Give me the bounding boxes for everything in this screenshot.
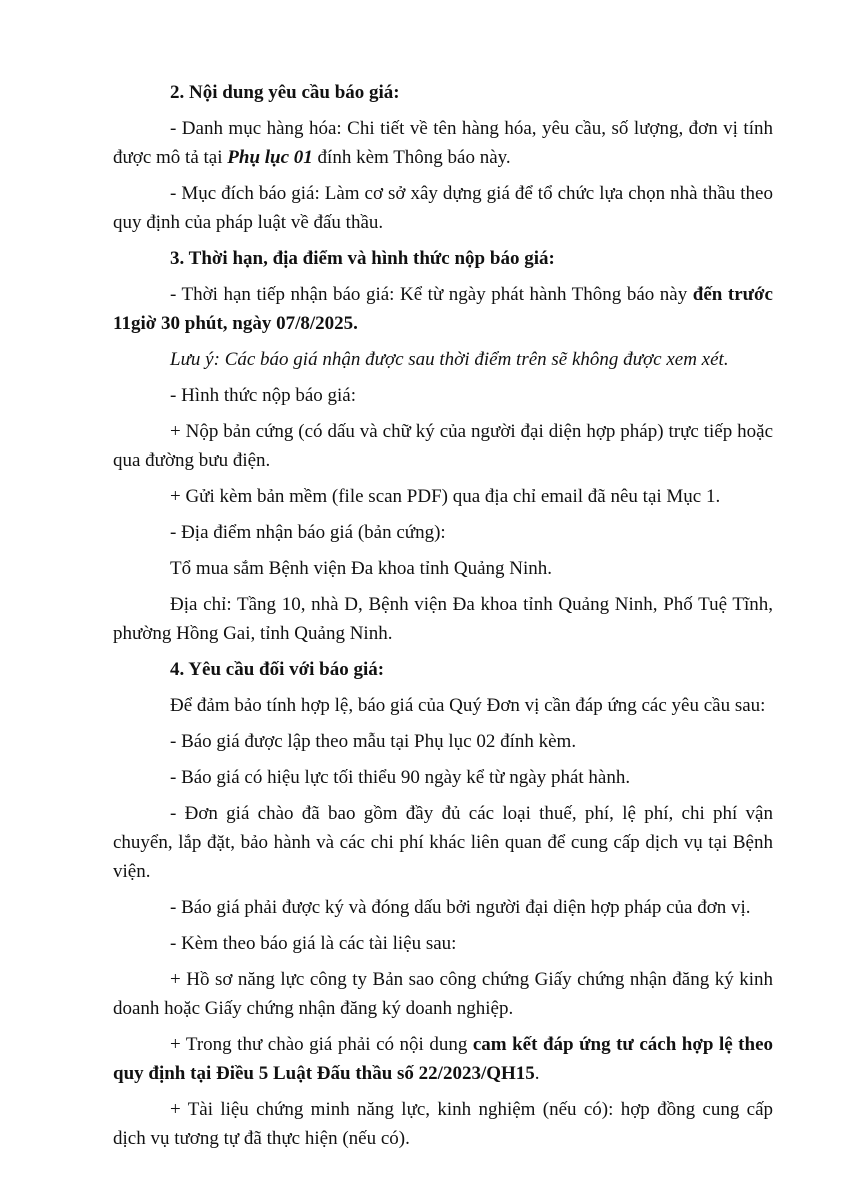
goods-list-text-end: đính kèm Thông báo này. — [312, 147, 511, 168]
section-2-heading: 2. Nội dung yêu cầu báo giá: — [170, 82, 400, 103]
section-4-unit-price: - Đơn giá chào đã bao gồm đầy đủ các loại thuế, phí, lệ phí, chi phí vận chuyển, lắp đặt, bảo hành và các chi phí khác liên quan để cung cấp dịch vụ tại Bệnh viện. — [113, 803, 773, 882]
section-4-intro: Để đảm bảo tính hợp lệ, báo giá của Quý Đơn vị cần đáp ứng các yêu cầu sau: — [170, 695, 766, 716]
deadline-date: đến trước 11giờ 30 phút, ngày 07/8/2025. — [113, 284, 773, 334]
section-4-experience: + Tài liệu chứng minh năng lực, kinh nghiệm (nếu có): hợp đồng cung cấp dịch vụ tương tự đã thực hiện (nếu có). — [113, 1099, 773, 1149]
section-4-heading: 4. Yêu cầu đối với báo giá: — [170, 659, 385, 680]
section-3-paragraph-deadline — [113, 280, 773, 338]
section-3-location-label: - Địa điểm nhận báo giá (bản cứng): — [170, 522, 446, 543]
section-3-soft-copy: + Gửi kèm bản mềm (file scan PDF) qua địa chỉ email đã nêu tại Mục 1. — [170, 486, 721, 507]
document-page — [113, 78, 773, 1160]
section-3-procurement-team: Tổ mua sắm Bệnh viện Đa khoa tỉnh Quảng Ninh. — [170, 558, 553, 579]
section-4-template: - Báo giá được lập theo mẫu tại Phụ lục 02 đính kèm. — [170, 731, 577, 752]
commitment-bold: cam kết đáp ứng tư cách hợp lệ theo quy định tại Điều 5 Luật Đấu thầu số 22/2023/QH15 — [113, 1034, 773, 1084]
section-4-commitment — [113, 1030, 773, 1088]
section-4-validity: - Báo giá có hiệu lực tối thiểu 90 ngày kể từ ngày phát hành. — [170, 767, 631, 788]
section-3-note: Lưu ý: Các báo giá nhận được sau thời điểm trên sẽ không được xem xét. — [170, 349, 729, 370]
section-2-paragraph-purpose: - Mục đích báo giá: Làm cơ sở xây dựng giá để tổ chức lựa chọn nhà thầu theo quy định của pháp luật về đấu thầu. — [113, 183, 773, 233]
goods-list-text: - Danh mục hàng hóa: Chi tiết về tên hàng hóa, yêu cầu, số lượng, đơn vị tính được mô tả tại — [113, 118, 773, 168]
deadline-text: - Thời hạn tiếp nhận báo giá: Kể từ ngày phát hành Thông báo này — [170, 284, 693, 305]
appendix-01-reference: Phụ lục 01 — [227, 147, 313, 168]
section-2-paragraph-goods-list — [113, 114, 773, 172]
commitment-end: . — [534, 1063, 540, 1084]
section-4-signature: - Báo giá phải được ký và đóng dấu bởi người đại diện hợp pháp của đơn vị. — [170, 897, 751, 918]
section-3-hard-copy: + Nộp bản cứng (có dấu và chữ ký của người đại diện hợp pháp) trực tiếp hoặc qua đường bưu điện. — [113, 421, 773, 471]
section-3-heading: 3. Thời hạn, địa điểm và hình thức nộp báo giá: — [170, 248, 555, 269]
section-4-company-profile: + Hồ sơ năng lực công ty Bản sao công chứng Giấy chứng nhận đăng ký kinh doanh hoặc Giấy chứng nhận đăng ký doanh nghiệp. — [113, 969, 773, 1019]
section-4-attachments: - Kèm theo báo giá là các tài liệu sau: — [170, 933, 457, 954]
section-3-address: Địa chỉ: Tầng 10, nhà D, Bệnh viện Đa khoa tỉnh Quảng Ninh, Phố Tuệ Tĩnh, phường Hồng Gai, tỉnh Quảng Ninh. — [113, 594, 773, 644]
commitment-text: + Trong thư chào giá phải có nội dung — [170, 1034, 473, 1055]
section-3-submission-form: - Hình thức nộp báo giá: — [170, 385, 357, 406]
